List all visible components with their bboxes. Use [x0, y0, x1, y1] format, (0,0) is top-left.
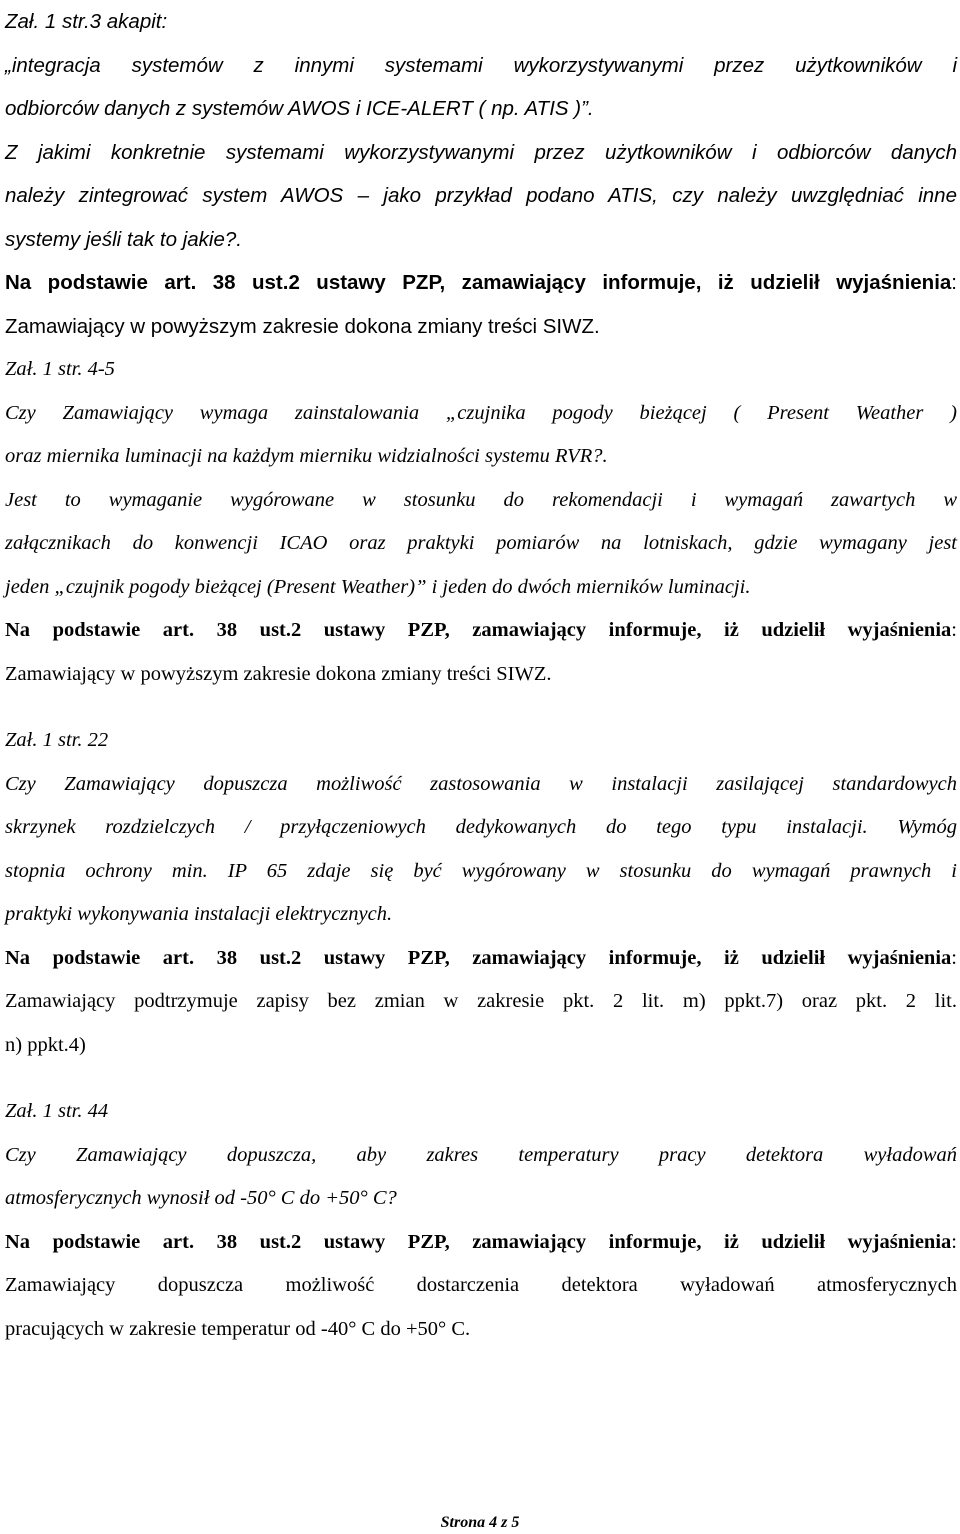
section-2-basis: [5, 609, 957, 653]
section-1: [5, 0, 957, 348]
section-3-basis: [5, 937, 957, 981]
section-1-answer-line-1: Zamawiający w powyższym zakresie dokona zmiany treści SIWZ.: [5, 314, 600, 338]
section-2-question-line-4: załącznikach do konwencji ICAO oraz praktyki pomiarów na lotniskach, gdzie wymagany jest: [5, 532, 957, 554]
section-4: [5, 1090, 957, 1351]
spacer: [5, 696, 957, 719]
section-4-basis-rest: 2 ustawy PZP, zamawiający informuje, iż udzielił wyjaśnienia: [291, 1230, 952, 1253]
page-number-footer: Strona 4 z 5: [440, 1514, 520, 1531]
section-1-reference: Zał. 1 str.3 akapit:: [5, 10, 168, 33]
section-3: [5, 719, 957, 1067]
section-3-question-line-4: praktyki wykonywania instalacji elektrycznych.: [5, 903, 393, 925]
section-1-question-line-5: systemy jeśli tak to jakie?.: [5, 227, 242, 251]
section-2-answer-line-1: Zamawiający w powyższym zakresie dokona zmiany treści SIWZ.: [5, 662, 552, 685]
spacer: [5, 1067, 957, 1090]
section-3-question-line-1: Czy Zamawiający dopuszcza możliwość zastosowania w instalacji zasilającej standardowych: [5, 772, 957, 795]
section-4-question-line-1: Czy Zamawiający dopuszcza, aby zakres temperatury pracy detektora wyładowań: [5, 1143, 957, 1166]
document-page: [5, 0, 957, 1351]
section-3-question-line-2: skrzynek rozdzielczych / przyłączeniowych dedykowanych do tego typu instalacji. Wymóg: [5, 816, 957, 838]
section-3-reference: Zał. 1 str. 22: [5, 729, 109, 751]
section-4-question-line-2: atmosferycznych wynosił od -50° C do +50° C?: [5, 1187, 397, 1209]
section-3-basis-rest: 2 ustawy PZP, zamawiający informuje, iż udzielił wyjaśnienia: [291, 946, 952, 969]
section-2-question-line-2: oraz miernika luminacji na każdym mierniku widzialności systemu RVR?.: [5, 445, 608, 467]
section-1-question-line-3: Z jakimi konkretnie systemami wykorzystywanymi przez użytkowników i odbiorców danych: [5, 140, 957, 164]
section-1-basis-rest: 2 ustawy PZP, zamawiający informuje, iż udzielił wyjaśnienia: [288, 271, 952, 294]
section-4-reference: Zał. 1 str. 44: [5, 1100, 109, 1122]
section-1-basis: [5, 261, 957, 305]
basis-colon: :: [951, 271, 957, 294]
section-1-question-line-1: „integracja systemów z innymi systemami wykorzystywanymi przez użytkowników i: [5, 53, 957, 77]
section-4-answer-line-2: pracujących w zakresie temperatur od -40° C do +50° C.: [5, 1317, 471, 1340]
section-2-question-line-5: jeden „czujnik pogody bieżącej (Present Weather)” i jeden do dwóch mierników luminacji.: [5, 575, 751, 598]
section-4-answer-line-1: Zamawiający dopuszcza możliwość dostarczenia detektora wyładowań atmosferycznych: [5, 1274, 957, 1296]
section-3-question-line-3: stopnia ochrony min. IP 65 zdaje się być wygórowany w stosunku do wymagań prawnych i: [5, 859, 957, 882]
section-3-basis-bold: Na podstawie art. 38 ust.: [5, 946, 291, 969]
section-3-answer-line-2: n) ppkt.4): [5, 1033, 86, 1056]
section-2-basis-rest: 2 ustawy PZP, zamawiający informuje, iż udzielił wyjaśnienia: [291, 619, 952, 641]
section-2-question-line-1: Czy Zamawiający wymaga zainstalowania „czujnika pogody bieżącej ( Present Weather ): [5, 401, 957, 424]
section-2: [5, 348, 957, 696]
section-4-basis: [5, 1221, 957, 1265]
section-2-reference: Zał. 1 str. 4-5: [5, 358, 115, 380]
section-3-answer-line-1: Zamawiający podtrzymuje zapisy bez zmian w zakresie pkt. 2 lit. m) ppkt.7) oraz pkt. 2 lit.: [5, 990, 957, 1012]
basis-colon: :: [951, 946, 957, 969]
section-2-question-line-3: Jest to wymaganie wygórowane w stosunku do rekomendacji i wymagań zawartych w: [5, 488, 957, 511]
basis-colon: :: [951, 1230, 957, 1253]
section-4-basis-bold: Na podstawie art. 38 ust.: [5, 1230, 291, 1253]
section-1-question-line-4: należy zintegrować system AWOS – jako przykład podano ATIS, czy należy uwzględniać inne: [5, 184, 957, 207]
section-1-question-line-2: odbiorców danych z systemów AWOS i ICE-ALERT ( np. ATIS )”.: [5, 97, 594, 120]
section-1-basis-bold: Na podstawie art. 38 ust.: [5, 271, 289, 294]
basis-colon: :: [951, 619, 957, 641]
section-2-basis-bold: Na podstawie art. 38 ust.: [5, 619, 291, 641]
